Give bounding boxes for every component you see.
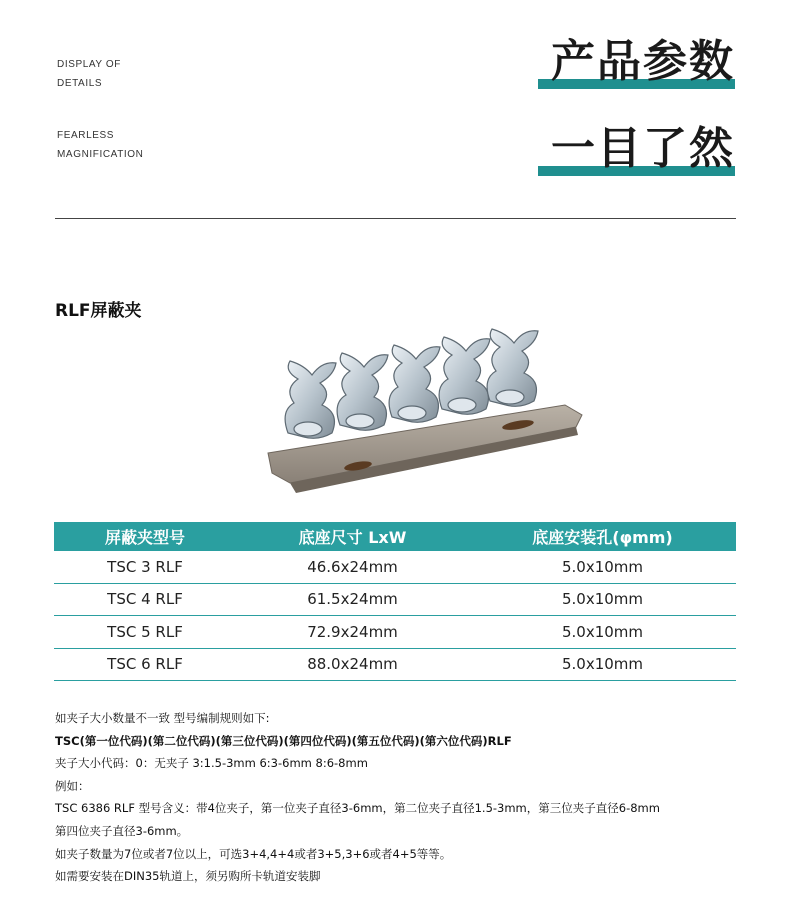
- cell-model: TSC 4 RLF: [107, 590, 183, 609]
- cell-base-size: 61.5x24mm: [307, 590, 398, 609]
- en-caption-line: DISPLAY OF: [57, 59, 121, 70]
- cell-mount-hole: 5.0x10mm: [561, 655, 644, 674]
- note-line: TSC(第一位代码)(第二位代码)(第三位代码)(第四位代码)(第五位代码)(第六位代码)RLF: [55, 733, 512, 748]
- cell-base-size: 46.6x24mm: [307, 557, 398, 576]
- spec-table: [54, 522, 736, 681]
- spec-header-model: 屏蔽夹型号: [104, 528, 185, 547]
- cell-model: TSC 6 RLF: [107, 655, 183, 674]
- note-line: 夹子大小代码：0：无夹子 3:1.5-3mm 6:3-6mm 8:6-8mm: [55, 756, 368, 771]
- note-line: 第四位夹子直径3-6mm。: [55, 823, 189, 838]
- note-line: 如夹子大小数量不一致 型号编制规则如下:: [55, 711, 270, 725]
- page-title-1: 产品参数: [551, 36, 735, 87]
- cell-mount-hole: 5.0x10mm: [561, 622, 644, 641]
- shield-clip-rail-photo: [260, 303, 590, 503]
- note-line: 例如：: [55, 778, 90, 793]
- note-line: 如夹子数量为7位或者7位以上，可选3+4,4+4或者3+5,3+6或者4+5等等。: [55, 846, 452, 861]
- header-en-caption-1: [57, 55, 121, 93]
- table-row: [54, 649, 736, 682]
- spec-table-header: [54, 522, 736, 551]
- table-row: [54, 616, 736, 649]
- page-title-2: 一目了然: [551, 123, 735, 174]
- note-line: 如需要安装在DIN35轨道上，须另购所卡轨道安装脚: [55, 869, 321, 884]
- cell-model: TSC 5 RLF: [107, 622, 183, 641]
- spec-header-mount-hole: 底座安装孔(φmm): [532, 528, 673, 547]
- cell-base-size: 88.0x24mm: [307, 655, 398, 674]
- product-name: RLF屏蔽夹: [55, 301, 142, 321]
- en-caption-line: FEARLESS: [57, 130, 115, 141]
- model-notes: [55, 707, 755, 888]
- cell-mount-hole: 5.0x10mm: [561, 557, 644, 576]
- section-divider: [55, 218, 736, 219]
- cell-mount-hole: 5.0x10mm: [561, 590, 644, 609]
- cell-base-size: 72.9x24mm: [307, 622, 398, 641]
- en-caption-line: MAGNIFICATION: [57, 149, 144, 160]
- table-row: [54, 584, 736, 617]
- note-line: TSC 6386 RLF 型号含义：带4位夹子，第一位夹子直径3-6mm，第二位夹子直径1.5-3mm，第三位夹子直径6-8mm: [55, 801, 660, 816]
- spec-header-base-size: 底座尺寸 LxW: [298, 528, 407, 547]
- header-en-caption-2: [57, 126, 144, 164]
- cell-model: TSC 3 RLF: [107, 557, 183, 576]
- en-caption-line: DETAILS: [57, 78, 103, 89]
- table-row: [54, 551, 736, 584]
